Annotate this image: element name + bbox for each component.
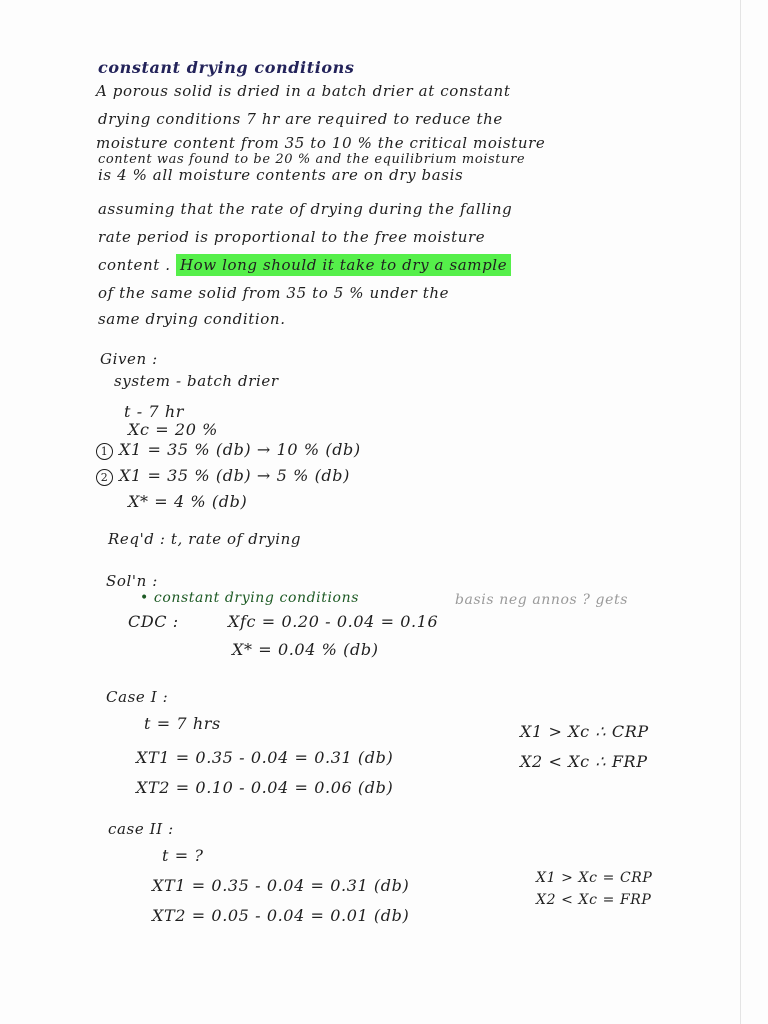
problem-line-2: drying conditions 7 hr are required to reduce the bbox=[98, 110, 503, 128]
case-2-circle-marker: 2 bbox=[96, 469, 113, 486]
case-2-note-crp: X1 > Xc = CRP bbox=[536, 870, 653, 886]
cdc-equilibrium-moisture: X* = 0.04 % (db) bbox=[232, 640, 379, 659]
problem-line-1: A porous solid is dried in a batch drier at constant bbox=[96, 82, 511, 100]
given-case-1-text: X1 = 35 % (db) → 10 % (db) bbox=[119, 440, 361, 459]
case-1-xt1: XT1 = 0.35 - 0.04 = 0.31 (db) bbox=[136, 748, 394, 767]
given-label: Given : bbox=[100, 350, 158, 368]
problem-line-10: same drying condition. bbox=[98, 310, 286, 328]
case-2-xt2: XT2 = 0.05 - 0.04 = 0.01 (db) bbox=[152, 906, 410, 925]
problem-heading: constant drying conditions bbox=[98, 58, 355, 77]
given-system: system - batch drier bbox=[114, 372, 279, 390]
required-line: Req'd : t, rate of drying bbox=[108, 530, 302, 548]
problem-line-8 bbox=[98, 256, 511, 274]
case-1-xt2: XT2 = 0.10 - 0.04 = 0.06 (db) bbox=[136, 778, 394, 797]
given-case-1 bbox=[96, 440, 361, 460]
page-edge-line bbox=[740, 0, 741, 1024]
problem-line-4: content was found to be 20 % and the equilibrium moisture bbox=[98, 152, 526, 167]
problem-line-8-start: content . bbox=[98, 256, 171, 274]
given-critical-moisture: Xc = 20 % bbox=[128, 420, 218, 439]
solution-label: Sol'n : bbox=[106, 572, 158, 590]
case-2-note-frp: X2 < Xc = FRP bbox=[536, 892, 652, 908]
case-1-time: t = 7 hrs bbox=[144, 714, 221, 733]
cdc-free-critical-moisture: Xfc = 0.20 - 0.04 = 0.16 bbox=[228, 612, 439, 631]
case-1-note-crp: X1 > Xc ∴ CRP bbox=[520, 722, 649, 741]
case-2-time: t = ? bbox=[162, 846, 204, 865]
given-case-2 bbox=[96, 466, 350, 486]
case-2-xt1: XT1 = 0.35 - 0.04 = 0.31 (db) bbox=[152, 876, 410, 895]
problem-line-6: assuming that the rate of drying during the falling bbox=[98, 200, 513, 218]
faint-note: basis neg annos ? gets bbox=[455, 592, 628, 608]
problem-line-7: rate period is proportional to the free moisture bbox=[98, 228, 486, 246]
problem-line-5: is 4 % all moisture contents are on dry basis bbox=[98, 166, 464, 184]
case-2-label: case II : bbox=[108, 820, 174, 838]
case-1-circle-marker: 1 bbox=[96, 443, 113, 460]
cdc-label: CDC : bbox=[128, 612, 179, 631]
case-1-note-frp: X2 < Xc ∴ FRP bbox=[520, 752, 648, 771]
case-1-label: Case I : bbox=[106, 688, 169, 706]
given-case-2-text: X1 = 35 % (db) → 5 % (db) bbox=[119, 466, 350, 485]
problem-line-9: of the same solid from 35 to 5 % under the bbox=[98, 284, 450, 302]
problem-line-3: moisture content from 35 to 10 % the critical moisture bbox=[96, 134, 546, 152]
highlighted-question: How long should it take to dry a sample bbox=[176, 254, 511, 276]
given-time: t - 7 hr bbox=[124, 402, 185, 421]
solution-bullet: • constant drying conditions bbox=[140, 590, 359, 606]
given-equilibrium-moisture: X* = 4 % (db) bbox=[128, 492, 248, 511]
